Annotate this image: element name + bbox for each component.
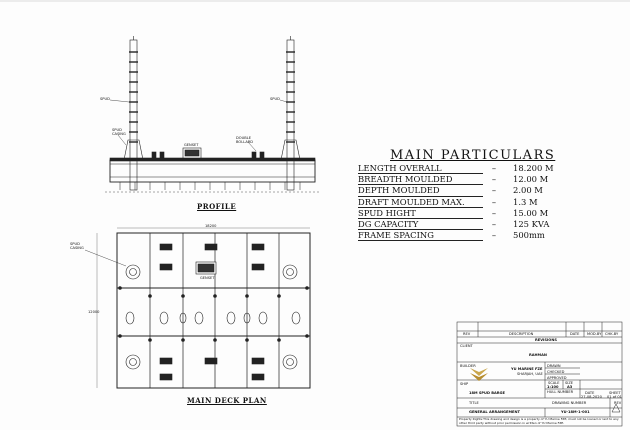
main-particulars-title: MAIN PARTICULARS bbox=[390, 148, 556, 163]
tb-title-value: GENERAL ARRANGEMENT bbox=[469, 410, 520, 414]
deck-spud-casing-label: SPUD CASING bbox=[70, 242, 84, 250]
tb-revisions: REVISIONS bbox=[535, 338, 557, 342]
particular-value: 18.200 M bbox=[513, 163, 554, 173]
particular-dash: – bbox=[491, 230, 497, 241]
tb-approved-label: APPROVED bbox=[547, 376, 567, 380]
tb-chkby-header: CHK.BY bbox=[605, 332, 619, 336]
tb-drawing-value: YU-18M-1-001 bbox=[561, 410, 590, 414]
particular-row bbox=[358, 219, 623, 230]
particular-row bbox=[358, 163, 623, 174]
title-block bbox=[457, 322, 622, 426]
tb-footer: Property Rights:This drawing and design is a property of YU Marine FZE, must not be loaned or lent to any other third party without prior permission in written of YU Marine FZE. bbox=[459, 417, 619, 425]
particular-dash: – bbox=[491, 196, 497, 207]
particular-dash: – bbox=[491, 163, 497, 173]
particular-row bbox=[358, 230, 623, 241]
particular-value: 500mm bbox=[513, 230, 545, 241]
tb-size-label: SIZE bbox=[565, 381, 574, 385]
tb-client-label: CLIENT bbox=[460, 344, 473, 348]
particular-value: 2.00 M bbox=[513, 185, 543, 196]
particular-value: 125 KVA bbox=[513, 219, 550, 230]
particular-dash: – bbox=[491, 185, 497, 196]
tb-scale-value: 1:100 bbox=[547, 385, 559, 389]
tb-scale-label: SCALE bbox=[548, 381, 560, 385]
tb-date-label: DATE bbox=[585, 391, 595, 395]
particular-value: 15.00 M bbox=[513, 207, 549, 218]
tb-date-header: DATE bbox=[570, 332, 580, 336]
tb-drawn-label: DRAWN bbox=[547, 364, 561, 368]
spud-label-right: SPUD bbox=[270, 97, 280, 101]
particular-label: FRAME SPACING bbox=[358, 230, 483, 241]
particular-label: DG CAPACITY bbox=[358, 219, 483, 230]
tb-description-header: DESCRIPTION bbox=[509, 332, 534, 336]
particular-value: 1.3 M bbox=[513, 196, 538, 207]
tb-ship-name: 18M SPUD BARGE bbox=[469, 391, 505, 395]
tb-rev-header: REV bbox=[463, 332, 471, 336]
tb-checked-label: CHECKED bbox=[547, 370, 565, 374]
tb-sheet-value: 01 of 01 bbox=[607, 395, 622, 399]
genset-label-profile: GENSET bbox=[184, 143, 199, 147]
particular-value: 12.00 M bbox=[513, 174, 549, 185]
tb-title-label: TITLE bbox=[469, 401, 479, 405]
tb-date-value: 27-08-2020 bbox=[581, 395, 602, 399]
particular-row bbox=[358, 197, 623, 208]
particular-label: DEPTH MOULDED bbox=[358, 185, 483, 196]
particular-row bbox=[358, 174, 623, 185]
particular-row bbox=[358, 185, 623, 196]
deck-genset-label: GENSET bbox=[200, 276, 215, 280]
particular-label: LENGTH OVERALL bbox=[358, 163, 483, 174]
tb-rev-label: REV bbox=[614, 401, 622, 405]
tb-hull-label: HULL NUMBER bbox=[547, 390, 574, 394]
tb-modby-header: MOD.BY bbox=[587, 332, 602, 336]
spud-label-left: SPUD bbox=[100, 97, 110, 101]
double-bollard-label: DOUBLE BOLLARD bbox=[236, 136, 254, 144]
particular-row bbox=[358, 208, 623, 219]
tb-drawing-label: DRAWING NUMBER bbox=[552, 401, 587, 405]
tb-size-value: A3 bbox=[567, 385, 573, 389]
spud-casing-label: SPUD CASING bbox=[112, 128, 126, 136]
particular-dash: – bbox=[491, 174, 497, 185]
particular-label: SPUD HIGHT bbox=[358, 208, 483, 219]
deck-plan-title: MAIN DECK PLAN bbox=[187, 396, 267, 405]
tb-builder-name: YU MARINE FZE bbox=[511, 367, 543, 371]
particular-label: DRAFT MOULDED MAX. bbox=[358, 197, 483, 208]
profile-title: PROFILE bbox=[197, 202, 237, 211]
tb-builder-label: BUILDER bbox=[460, 364, 476, 368]
tb-builder-city: SHARJAH, UAE bbox=[517, 372, 543, 376]
deck-dim-side: 12000 bbox=[88, 310, 100, 314]
main-particulars-list bbox=[358, 163, 623, 241]
particular-label: BREADTH MOULDED bbox=[358, 174, 483, 185]
tb-ship-label: SHIP bbox=[460, 382, 469, 386]
particular-dash: – bbox=[491, 219, 497, 230]
deck-dim-top: 18200 bbox=[205, 224, 217, 228]
tb-client-name: RAHMAN bbox=[529, 353, 547, 357]
particular-dash: – bbox=[491, 207, 497, 218]
tb-sheet-label: SHEET bbox=[609, 391, 621, 395]
